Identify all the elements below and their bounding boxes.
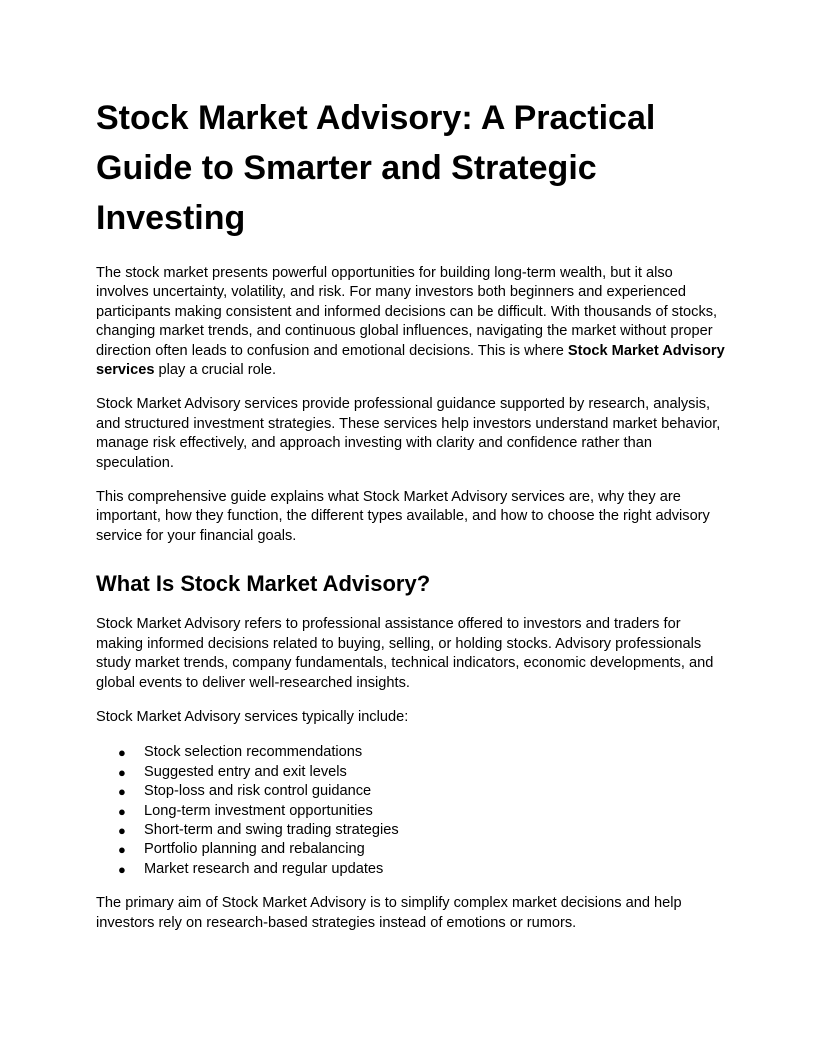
document-page xyxy=(96,93,726,933)
section-heading: What Is Stock Market Advisory? xyxy=(96,571,431,597)
list-item-text: Portfolio planning and rebalancing xyxy=(144,841,365,858)
list-item xyxy=(96,802,726,821)
list-item-text: Long-term investment opportunities xyxy=(144,802,373,819)
list-item xyxy=(96,763,726,782)
list-item xyxy=(96,821,726,840)
intro-bold-term: Stock Market Advisory services xyxy=(96,342,725,379)
list-item-text: Suggested entry and exit levels xyxy=(144,763,347,780)
list-item-text: Short-term and swing trading strategies xyxy=(144,821,399,838)
bullet-icon: ● xyxy=(118,803,126,819)
closing-paragraph: The primary aim of Stock Market Advisory is to simplify complex market decisions and help investors rely on research-based strategies instead of emotions or rumors. xyxy=(96,895,682,931)
services-list xyxy=(96,743,726,879)
bullet-icon: ● xyxy=(118,764,126,780)
list-item-text: Stock selection recommendations xyxy=(144,744,363,761)
list-intro: Stock Market Advisory services typically include: xyxy=(96,708,409,725)
definition-paragraph: Stock Market Advisory refers to professional assistance offered to investors and traders for making informed decisions related to buying, selling, or holding stocks. Advisory professionals study market trends, company fundamentals, technical indicators, economic developments, and global events to deliver well-researched insights. xyxy=(96,616,714,691)
services-paragraph: Stock Market Advisory services provide professional guidance supported by research, analysis, and structured investment strategies. These services help investors understand market behavior, manage risk effectively, and approach investing with clarity and confidence rather than speculation. xyxy=(96,396,721,471)
bullet-icon: ● xyxy=(118,745,126,761)
document-title: Stock Market Advisory: A Practical Guide to Smarter and Strategic Investing xyxy=(96,99,656,237)
guide-overview-paragraph: This comprehensive guide explains what Stock Market Advisory services are, why they are important, how they function, the different types available, and how to choose the right advisory service for your financial goals. xyxy=(96,489,710,544)
bullet-icon: ● xyxy=(118,861,126,877)
intro-paragraph xyxy=(96,264,726,380)
bullet-icon: ● xyxy=(118,842,126,858)
list-item xyxy=(96,840,726,859)
intro-text-start: The stock market presents powerful opportunities for building long-term wealth, but it also involves uncertainty, volatility, and risk. For many investors both beginners and experienced participants making consistent and informed decisions can be difficult. With thousands of stocks, changing market trends, and continuous global influences, navigating the market without proper direction often leads to confusion and emotional decisions. This is where xyxy=(96,265,718,359)
bullet-icon: ● xyxy=(118,822,126,838)
intro-text-end: play a crucial role. xyxy=(154,362,277,379)
list-item xyxy=(96,860,726,879)
list-item-text: Stop-loss and risk control guidance xyxy=(144,783,372,800)
bullet-icon: ● xyxy=(118,784,126,800)
list-item xyxy=(96,782,726,801)
list-item-text: Market research and regular updates xyxy=(144,860,384,877)
list-item xyxy=(96,743,726,762)
